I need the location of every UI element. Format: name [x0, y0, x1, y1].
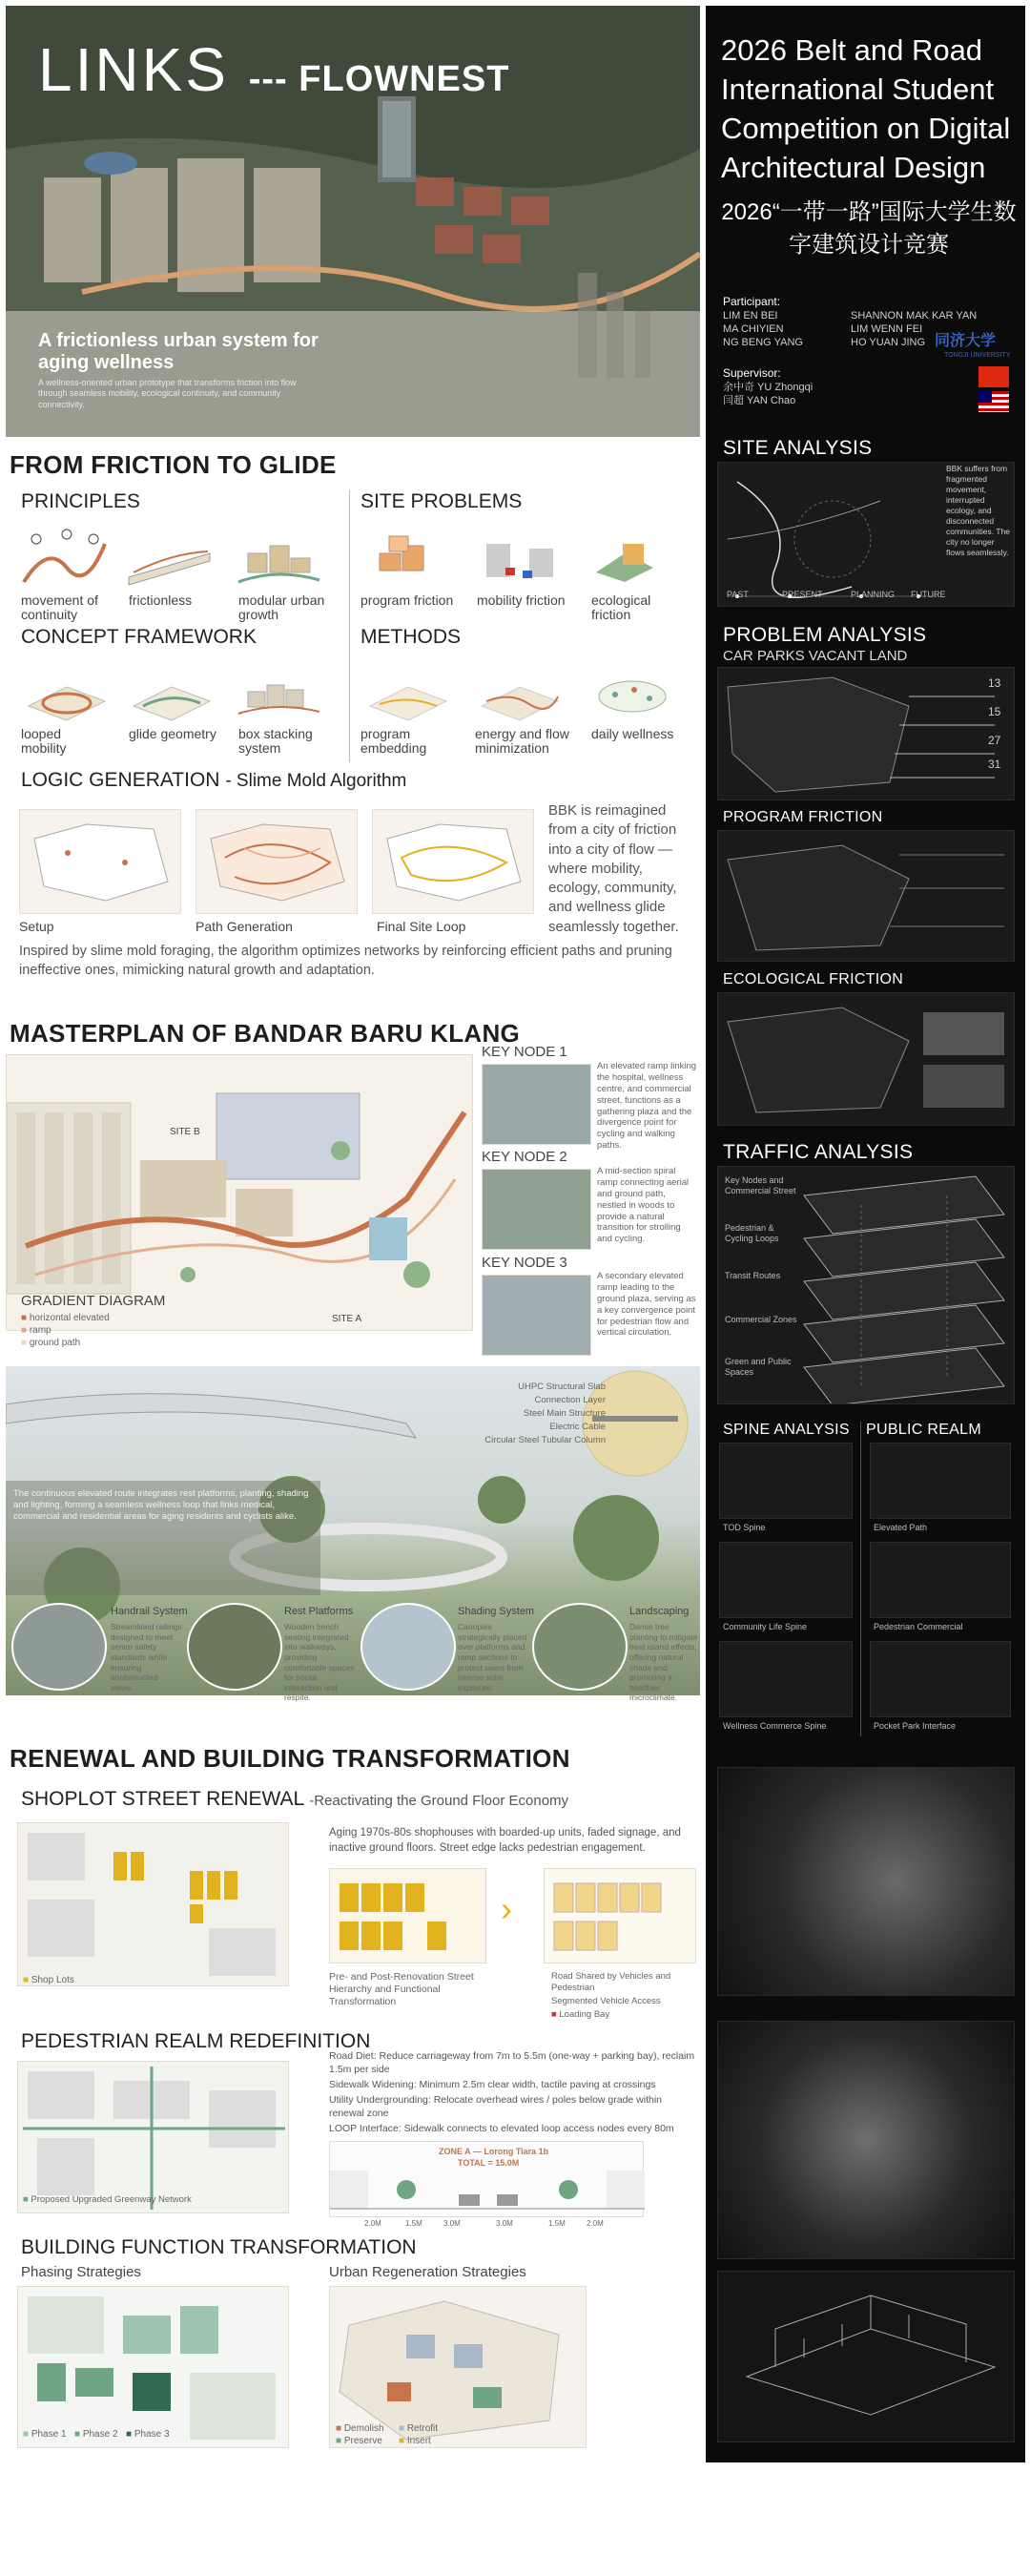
after-drawing	[545, 1869, 697, 1964]
gradient-legend-2-text: ramp	[29, 1325, 52, 1336]
phasing-title: Phasing Strategies	[21, 2264, 141, 2280]
key-node-1-title: KEY NODE 1	[482, 1044, 567, 1060]
program-friction-map	[718, 831, 1015, 962]
gradient-legend-3	[21, 1338, 80, 1350]
spine-analysis-title: SPINE ANALYSIS	[723, 1422, 850, 1438]
section-friction-heading: FROM FRICTION TO GLIDE	[10, 450, 337, 479]
timeline-past: PAST	[727, 590, 749, 599]
site-b-label: SITE B	[170, 1127, 200, 1137]
shading-image	[360, 1603, 456, 1691]
key-node-2-image	[482, 1169, 591, 1250]
gradient-diagram-title: GRADIENT DIAGRAM	[21, 1293, 166, 1309]
landscaping-image	[532, 1603, 628, 1691]
pedestrian-desc-4: LOOP Interface: Sidewalk connects to elevated loop access nodes every 80m	[329, 2123, 674, 2134]
supervisor-2: 闫超 YAN Chao	[723, 395, 796, 406]
concept-label-2: glide geometry	[129, 726, 216, 741]
detail-title-1: Handrail System	[111, 1606, 188, 1617]
logic-title-sub: - Slime Mold Algorithm	[225, 771, 407, 791]
shoplot-title-sub: -Reactivating the Ground Floor Economy	[309, 1793, 569, 1809]
problem-number-4: 31	[988, 758, 1001, 771]
public-item-2: Pedestrian Commercial	[874, 1622, 963, 1631]
shoplot-map	[17, 1822, 289, 1986]
concept-label-1: looped mobility	[21, 726, 67, 756]
shoplot-legend-text: Shop Lots	[31, 1975, 74, 1985]
modular-growth-icon	[234, 525, 324, 592]
hero-title-sub: --- FLOWNEST	[248, 59, 510, 99]
legend-swatch: ■	[336, 2423, 342, 2434]
principle-label-1: movement of continuity	[21, 592, 98, 622]
principle-label-3: modular urban growth	[238, 592, 325, 622]
problem-map	[718, 668, 1015, 800]
key-node-2-title: KEY NODE 2	[482, 1149, 567, 1165]
hero-description: A wellness-oriented urban prototype that transforms friction into flow through seamless mobility, ecological continuity, and community connectivity.	[38, 378, 297, 409]
street-photo-collage	[717, 2021, 1015, 2259]
box-stacking-icon	[234, 658, 324, 725]
gradient-legend-1-text: horizontal elevated	[29, 1313, 110, 1323]
before-drawing	[330, 1869, 487, 1964]
strategy-legend-1-text: Demolish	[343, 2423, 384, 2434]
key-node-3-image	[482, 1275, 591, 1356]
key-node-3-title: KEY NODE 3	[482, 1255, 567, 1271]
logic-generation-title	[21, 769, 406, 792]
shoplot-photo-collage	[717, 1767, 1015, 1996]
participant-3: MA CHIYIEN	[723, 323, 784, 335]
pedestrian-map-drawing	[18, 2062, 290, 2214]
ecological-friction-icon	[587, 525, 677, 592]
legend-swatch: ■	[21, 1338, 28, 1348]
traffic-layer-1: Key Nodes and Commercial Street	[725, 1175, 796, 1195]
shoplot-legend-3-text: Loading Bay	[559, 2009, 610, 2020]
shoplot-legend-2: Segmented Vehicle Access	[551, 1996, 661, 2006]
building-axonometric	[717, 2271, 1015, 2442]
university-logo-text: 同济大学	[935, 333, 997, 349]
sidebar-dark	[706, 6, 1025, 2462]
frictionless-icon	[124, 525, 215, 592]
energy-flow-icon	[472, 658, 563, 725]
detail-title-4: Landscaping	[629, 1606, 690, 1617]
divider	[349, 490, 350, 762]
competition-title-4: Architectural Design	[721, 151, 986, 184]
zone-title: ZONE A — Lorong Tiara 1b	[439, 2147, 549, 2156]
legend-swatch: ■	[399, 2423, 405, 2434]
hero-title-main: LINKS	[38, 35, 229, 104]
width-4: 3.0M	[496, 2219, 513, 2228]
traffic-layer-3: Transit Routes	[725, 1271, 781, 1280]
traffic-layer-5: Green and Public Spaces	[725, 1357, 792, 1377]
problem-label-2: mobility friction	[477, 592, 566, 608]
handrail-image	[11, 1603, 107, 1691]
phase-legend-2	[74, 2429, 118, 2441]
detail-title-2: Rest Platforms	[284, 1606, 354, 1617]
section-renewal-heading: RENEWAL AND BUILDING TRANSFORMATION	[10, 1744, 570, 1773]
pedestrian-title: PEDESTRIAN REALM REDEFINITION	[21, 2030, 371, 2052]
phase-legend-3-text: Phase 3	[134, 2429, 170, 2440]
university-en-text: TONGJI UNIVERSITY	[944, 352, 1011, 359]
key-node-1-image	[482, 1064, 591, 1145]
problem-analysis-panel	[717, 667, 1015, 800]
participant-4: LIM WENN FEI	[851, 323, 923, 335]
strategy-legend-2	[399, 2423, 438, 2436]
ecological-friction-title: ECOLOGICAL FRICTION	[723, 971, 904, 987]
setup-shape	[20, 810, 182, 915]
arrow-right-icon: ›	[501, 1889, 512, 1928]
competition-title-1: 2026 Belt and Road	[721, 33, 983, 67]
spine-item-1: TOD Spine	[723, 1523, 766, 1532]
spine-panel-2	[719, 1542, 853, 1618]
legend-swatch: ■	[74, 2429, 81, 2440]
public-realm-title: PUBLIC REALM	[866, 1422, 981, 1438]
detail-text-3: Canopies strategically placed over platforms and ramp sections to protect users from intense solar exposure.	[458, 1622, 527, 1693]
divider	[860, 1422, 861, 1736]
structure-label-3: Steel Main Structure	[523, 1408, 606, 1419]
shoplot-map-drawing	[18, 1823, 290, 1987]
mobility-friction-icon	[477, 525, 567, 592]
strategy-legend-4-text: Insert	[406, 2436, 431, 2446]
legend-swatch: ■	[126, 2429, 133, 2440]
public-panel-3	[870, 1641, 1011, 1717]
problem-label-3: ecological friction	[591, 592, 651, 622]
pedestrian-desc-2: Sidewalk Widening: Minimum 2.5m clear width, tactile paving at crossings	[329, 2079, 656, 2090]
key-node-3-text: A secondary elevated ramp leading to the ground plaza, serving as a key convergence point for pedestrian flow and vertical circulation.	[597, 1271, 696, 1339]
spine-item-2: Community Life Spine	[723, 1622, 808, 1631]
method-label-1: program embedding	[360, 726, 427, 756]
program-friction-icon	[360, 525, 451, 592]
detail-text-2: Wooden bench seating integrated into walkways, providing comfortable spaces for social interaction and respite.	[284, 1622, 355, 1703]
width-6: 2.0M	[587, 2219, 604, 2228]
strategy-legend-1	[336, 2423, 384, 2436]
ecological-friction-panel	[717, 992, 1015, 1126]
section-masterplan-heading: MASTERPLAN OF BANDAR BARU KLANG	[10, 1019, 521, 1048]
site-problems-title: SITE PROBLEMS	[360, 490, 523, 512]
legend-swatch: ■	[21, 1325, 28, 1336]
axonometric-drawing	[718, 2272, 1015, 2442]
competition-title-cn: 2026“一带一路”国际大学生数字建筑设计竞赛	[721, 199, 1017, 258]
shoplot-before	[329, 1868, 486, 1963]
strategy-legend-2-text: Retrofit	[406, 2423, 439, 2434]
logic-title-main: LOGIC GENERATION	[21, 769, 220, 791]
problem-number-2: 15	[988, 705, 1001, 718]
participant-label: Participant:	[723, 295, 781, 308]
structure-label-2: Connection Layer	[534, 1395, 606, 1405]
concept-framework-title: CONCEPT FRAMEWORK	[21, 626, 257, 648]
traffic-analysis-title: TRAFFIC ANALYSIS	[723, 1141, 914, 1163]
shoplot-after	[544, 1868, 696, 1963]
final-loop-shape	[373, 810, 535, 915]
public-panel-2	[870, 1542, 1011, 1618]
legend-swatch: ■	[551, 2009, 557, 2020]
competition-title-3: Competition on Digital	[721, 112, 1011, 145]
gradient-legend-1	[21, 1313, 110, 1325]
gradient-legend-3-text: ground path	[29, 1338, 81, 1348]
program-friction-panel	[717, 830, 1015, 962]
building-title: BUILDING FUNCTION TRANSFORMATION	[21, 2236, 417, 2258]
pedestrian-map	[17, 2061, 289, 2213]
timeline-planning: PLANNING	[851, 590, 896, 599]
zone-total: TOTAL = 15.0M	[458, 2158, 520, 2168]
logic-step-2: Path Generation	[196, 919, 293, 934]
program-embedding-icon	[360, 658, 451, 725]
logic-side-text: BBK is reimagined from a city of friction into a city of flow — where mobility, ecology, community, and wellness glide seamlessly together.	[548, 802, 679, 935]
principles-title: PRINCIPLES	[21, 490, 140, 512]
pedestrian-legend	[23, 2194, 192, 2206]
shoplot-desc: Aging 1970s-80s shophouses with boarded-up units, faded signage, and inactive ground floors. Street edge lacks pedestrian engagement.	[329, 1827, 681, 1854]
public-item-3: Pocket Park Interface	[874, 1721, 957, 1731]
width-5: 1.5M	[548, 2219, 566, 2228]
logic-final-loop-diagram	[372, 809, 534, 914]
detail-strip	[6, 1603, 700, 1703]
shoplot-title-main: SHOPLOT STREET RENEWAL	[21, 1788, 304, 1810]
pedestrian-desc-1: Road Diet: Reduce carriageway from 7m to 5.5m (one-way + parking bay), reclaim 1.5m per side	[329, 2050, 695, 2076]
glide-geometry-icon	[124, 658, 215, 725]
problem-label-1: program friction	[360, 592, 454, 608]
detail-title-3: Shading System	[458, 1606, 535, 1617]
shoplot-legend-3	[551, 2009, 699, 2021]
principle-label-2: frictionless	[129, 592, 193, 608]
problem-number-1: 13	[988, 676, 1001, 690]
participant-6: HO YUAN JING	[851, 337, 926, 348]
shoplot-title	[21, 1788, 568, 1811]
site-analysis-text: BBK suffers from fragmented movement, interrupted ecology, and disconnected communities. The city no longer flows seamlessly.	[946, 464, 1010, 558]
rest-platform-image	[187, 1603, 282, 1691]
hero-tagline: A frictionless urban system for aging wellness	[38, 330, 319, 373]
phase-legend-2-text: Phase 2	[82, 2429, 118, 2440]
legend-swatch: ■	[23, 2194, 29, 2205]
looped-mobility-icon	[19, 658, 110, 725]
masterplan-drawing	[7, 1055, 474, 1332]
problem-analysis-subtitle: CAR PARKS VACANT LAND	[723, 648, 908, 664]
urban-regen-title: Urban Regeneration Strategies	[329, 2264, 526, 2280]
strategy-legend-4	[399, 2436, 431, 2448]
method-label-2: energy and flow minimization	[475, 726, 569, 756]
supervisor-1: 余中奇 YU Zhongqi	[723, 382, 814, 393]
path-shape	[196, 810, 359, 915]
logic-setup-diagram	[19, 809, 181, 914]
pedestrian-desc-3: Utility Undergrounding: Relocate overhead wires / poles below grade within renewal zone	[329, 2094, 663, 2120]
render-overlay-text: The continuous elevated route integrates rest platforms, planting, shading and lighting, forming a seamless wellness loop that links medical, commercial and residential areas for aging residents and cyclists alike.	[13, 1488, 309, 1522]
shoplot-caption: Pre- and Post-Renovation Street Hierarchy and Functional Transformation	[329, 1971, 474, 2008]
flag-canton	[978, 391, 992, 403]
key-node-2-text: A mid-section spiral ramp connecting aerial and ground path, nestled in woods to provide a natural transition for strolling and cycling.	[597, 1166, 690, 1245]
logic-caption: Inspired by slime mold foraging, the algorithm optimizes networks by reinforcing efficient paths and pruning ineffective ones, mimicking natural growth and adaptation.	[19, 944, 672, 978]
width-3: 3.0M	[443, 2219, 461, 2228]
phasing-map	[17, 2286, 289, 2448]
china-flag-icon	[978, 366, 1009, 387]
site-a-label: SITE A	[332, 1314, 362, 1324]
structure-label-4: Electric Cable	[549, 1422, 606, 1432]
participant-5: NG BENG YANG	[723, 337, 803, 348]
strategy-legend-3-text: Preserve	[343, 2436, 382, 2446]
legend-swatch: ■	[21, 1313, 28, 1323]
malaysia-flag-icon	[978, 391, 1009, 412]
legend-swatch: ■	[23, 1975, 30, 1985]
public-panel-1	[870, 1443, 1011, 1519]
phase-legend-1	[23, 2429, 67, 2441]
supervisor-label: Supervisor:	[723, 366, 781, 380]
spine-panel-1	[719, 1443, 853, 1519]
logic-path-diagram	[196, 809, 358, 914]
key-node-1-text: An elevated ramp linking the hospital, wellness centre, and commercial street, functions as a gathering plaza and the divergence point for cycling and walking paths.	[597, 1061, 697, 1152]
phase-legend-3	[126, 2429, 170, 2441]
method-label-3: daily wellness	[591, 726, 674, 741]
width-2: 1.5M	[405, 2219, 422, 2228]
methods-title: METHODS	[360, 626, 461, 648]
spine-item-3: Wellness Commerce Spine	[723, 1721, 827, 1731]
traffic-layer-4: Commercial Zones	[725, 1315, 797, 1324]
hero-title	[38, 34, 509, 105]
daily-wellness-icon	[587, 658, 677, 725]
masterplan-map	[6, 1054, 473, 1331]
phasing-map-drawing	[18, 2287, 290, 2449]
continuity-icon	[19, 525, 110, 592]
concept-label-3: box stacking system	[238, 726, 313, 756]
traffic-layer-2: Pedestrian & Cycling Loops	[725, 1223, 779, 1243]
legend-swatch: ■	[336, 2436, 342, 2446]
public-item-1: Elevated Path	[874, 1523, 928, 1532]
shoplot-legend	[23, 1975, 74, 1987]
site-analysis-title: SITE ANALYSIS	[723, 437, 873, 459]
program-friction-title: PROGRAM FRICTION	[723, 809, 883, 825]
logic-step-3: Final Site Loop	[377, 919, 466, 934]
phase-legend-1-text: Phase 1	[31, 2429, 67, 2440]
problem-analysis-title: PROBLEM ANALYSIS	[723, 624, 927, 646]
hero-aerial-render	[6, 6, 700, 437]
ecological-friction-map	[718, 993, 1015, 1126]
participant-2: SHANNON MAK KAR YAN	[851, 310, 978, 322]
shoplot-legend-1: Road Shared by Vehicles and Pedestrian	[551, 1971, 671, 1993]
timeline-future: FUTURE	[911, 590, 946, 599]
gradient-legend-2	[21, 1325, 52, 1338]
detail-text-1: Streamlined railings designed to meet senior safety standards while ensuring unobstructed views.	[111, 1622, 182, 1693]
problem-number-3: 27	[988, 734, 1001, 747]
spine-panel-3	[719, 1641, 853, 1717]
timeline-present: PRESENT	[782, 590, 823, 599]
strategy-legend-3	[336, 2436, 382, 2448]
logic-step-1: Setup	[19, 919, 54, 934]
structure-label-5: Circular Steel Tubular Column	[484, 1435, 606, 1445]
width-1: 2.0M	[364, 2219, 381, 2228]
pedestrian-legend-text: Proposed Upgraded Greenway Network	[31, 2194, 192, 2205]
participant-1: LIM EN BEI	[723, 310, 778, 322]
legend-swatch: ■	[23, 2429, 30, 2440]
legend-swatch: ■	[399, 2436, 405, 2446]
competition-title-2: International Student	[721, 73, 995, 106]
detail-text-4: Dense tree planting to mitigate heat island effects, offering natural shade and promoting a healthier microclimate.	[629, 1622, 698, 1703]
structure-label-1: UHPC Structural Slab	[518, 1381, 606, 1392]
